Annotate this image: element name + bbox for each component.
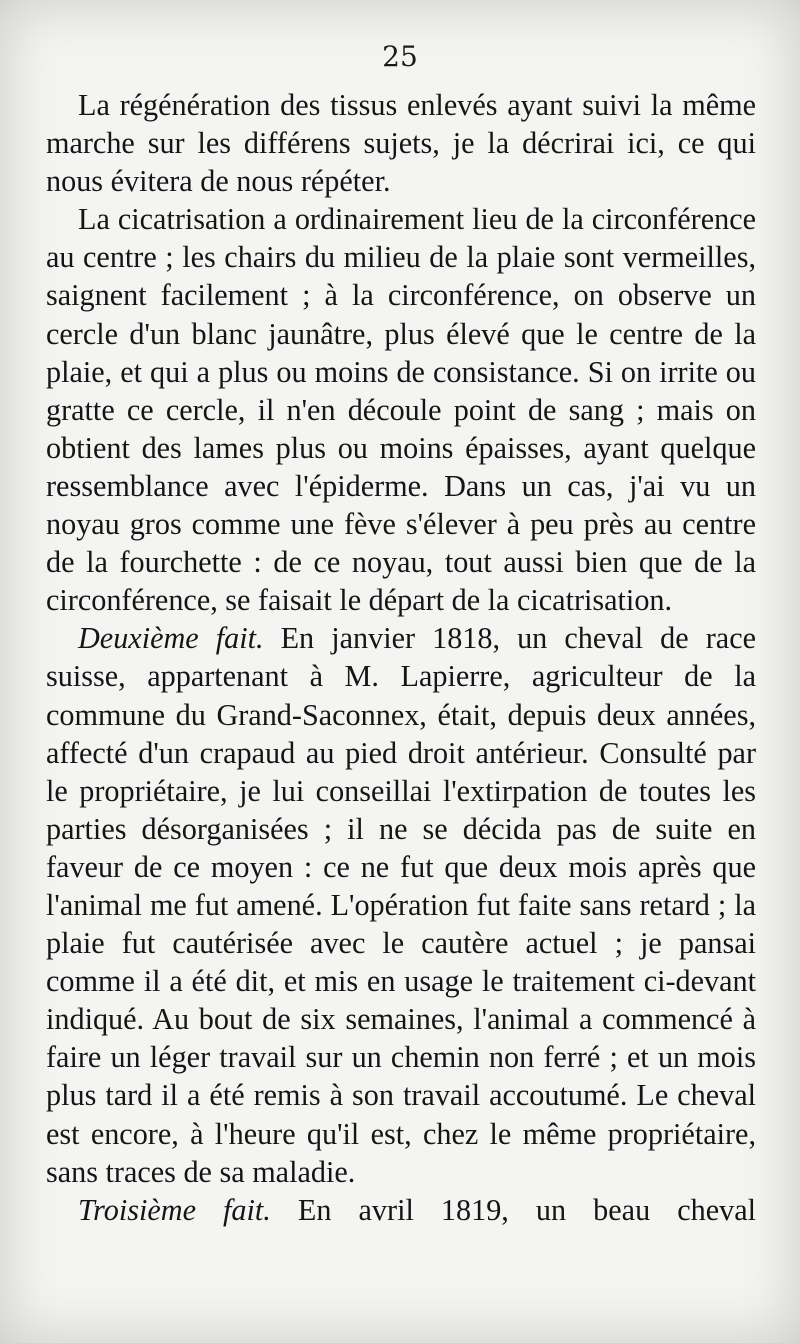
paragraph-1 [46,86,756,200]
paragraph-3-text: En janvier 1818, un cheval de race suisse, appartenant à M. Lapierre, agriculteur de la commune du Grand-Saconnex, était, depuis deux années, affecté d'un crapaud au pied droit antérieur. Consulté par le propriétaire, je lui conseillai l'extirpation de toutes les parties désorganisées ; il ne se décida pas de suite en faveur de ce moyen : ce ne fut que deux mois après que l'animal me fut amené. L'opération fut faite sans retard ; la plaie fut cautérisée avec le cautère actuel ; je pansai comme il a été dit, et mis en usage le traitement ci-devant indiqué. Au bout de six semaines, l'animal a commencé à faire un léger travail sur un chemin non ferré ; et un mois plus tard il a été remis à son travail accoutumé. Le cheval est encore, à l'heure qu'il est, chez le même propriétaire, sans traces de sa maladie. [46,621,756,1189]
paragraph-3-lead: Deuxième fait. [78,621,264,656]
paragraph-1-text: La régénération des tissus enlevés ayant suivi la même marche sur les différens sujets, je la décrirai ici, ce qui nous évitera de nous répéter. [46,88,756,199]
page-body [46,86,756,1229]
paragraph-2-text: La cicatrisation a ordinairement lieu de la circonférence au centre ; les chairs du milieu de la plaie sont vermeilles, saignent facilement ; à la circonférence, on observe un cercle d'un blanc jaunâtre, plus élevé que le centre de la plaie, et qui a plus ou moins de consistance. Si on irrite ou gratte ce cercle, il n'en découle point de sang ; mais on obtient des lames plus ou moins épaisses, ayant quelque ressemblance avec l'épiderme. Dans un cas, j'ai vu un noyau gros comme une fève s'élever à peu près au centre de la fourchette : de ce noyau, tout aussi bien que de la circonférence, se faisait le départ de la cicatrisation. [46,202,756,618]
paragraph-2 [46,200,756,619]
page-number: 25 [382,40,418,73]
paragraph-3 [46,619,756,1190]
paragraph-4-text: En avril 1819, un beau cheval [270,1192,757,1227]
paragraph-4 [46,1191,756,1229]
paragraph-4-lead: Troisième fait. [78,1192,271,1227]
